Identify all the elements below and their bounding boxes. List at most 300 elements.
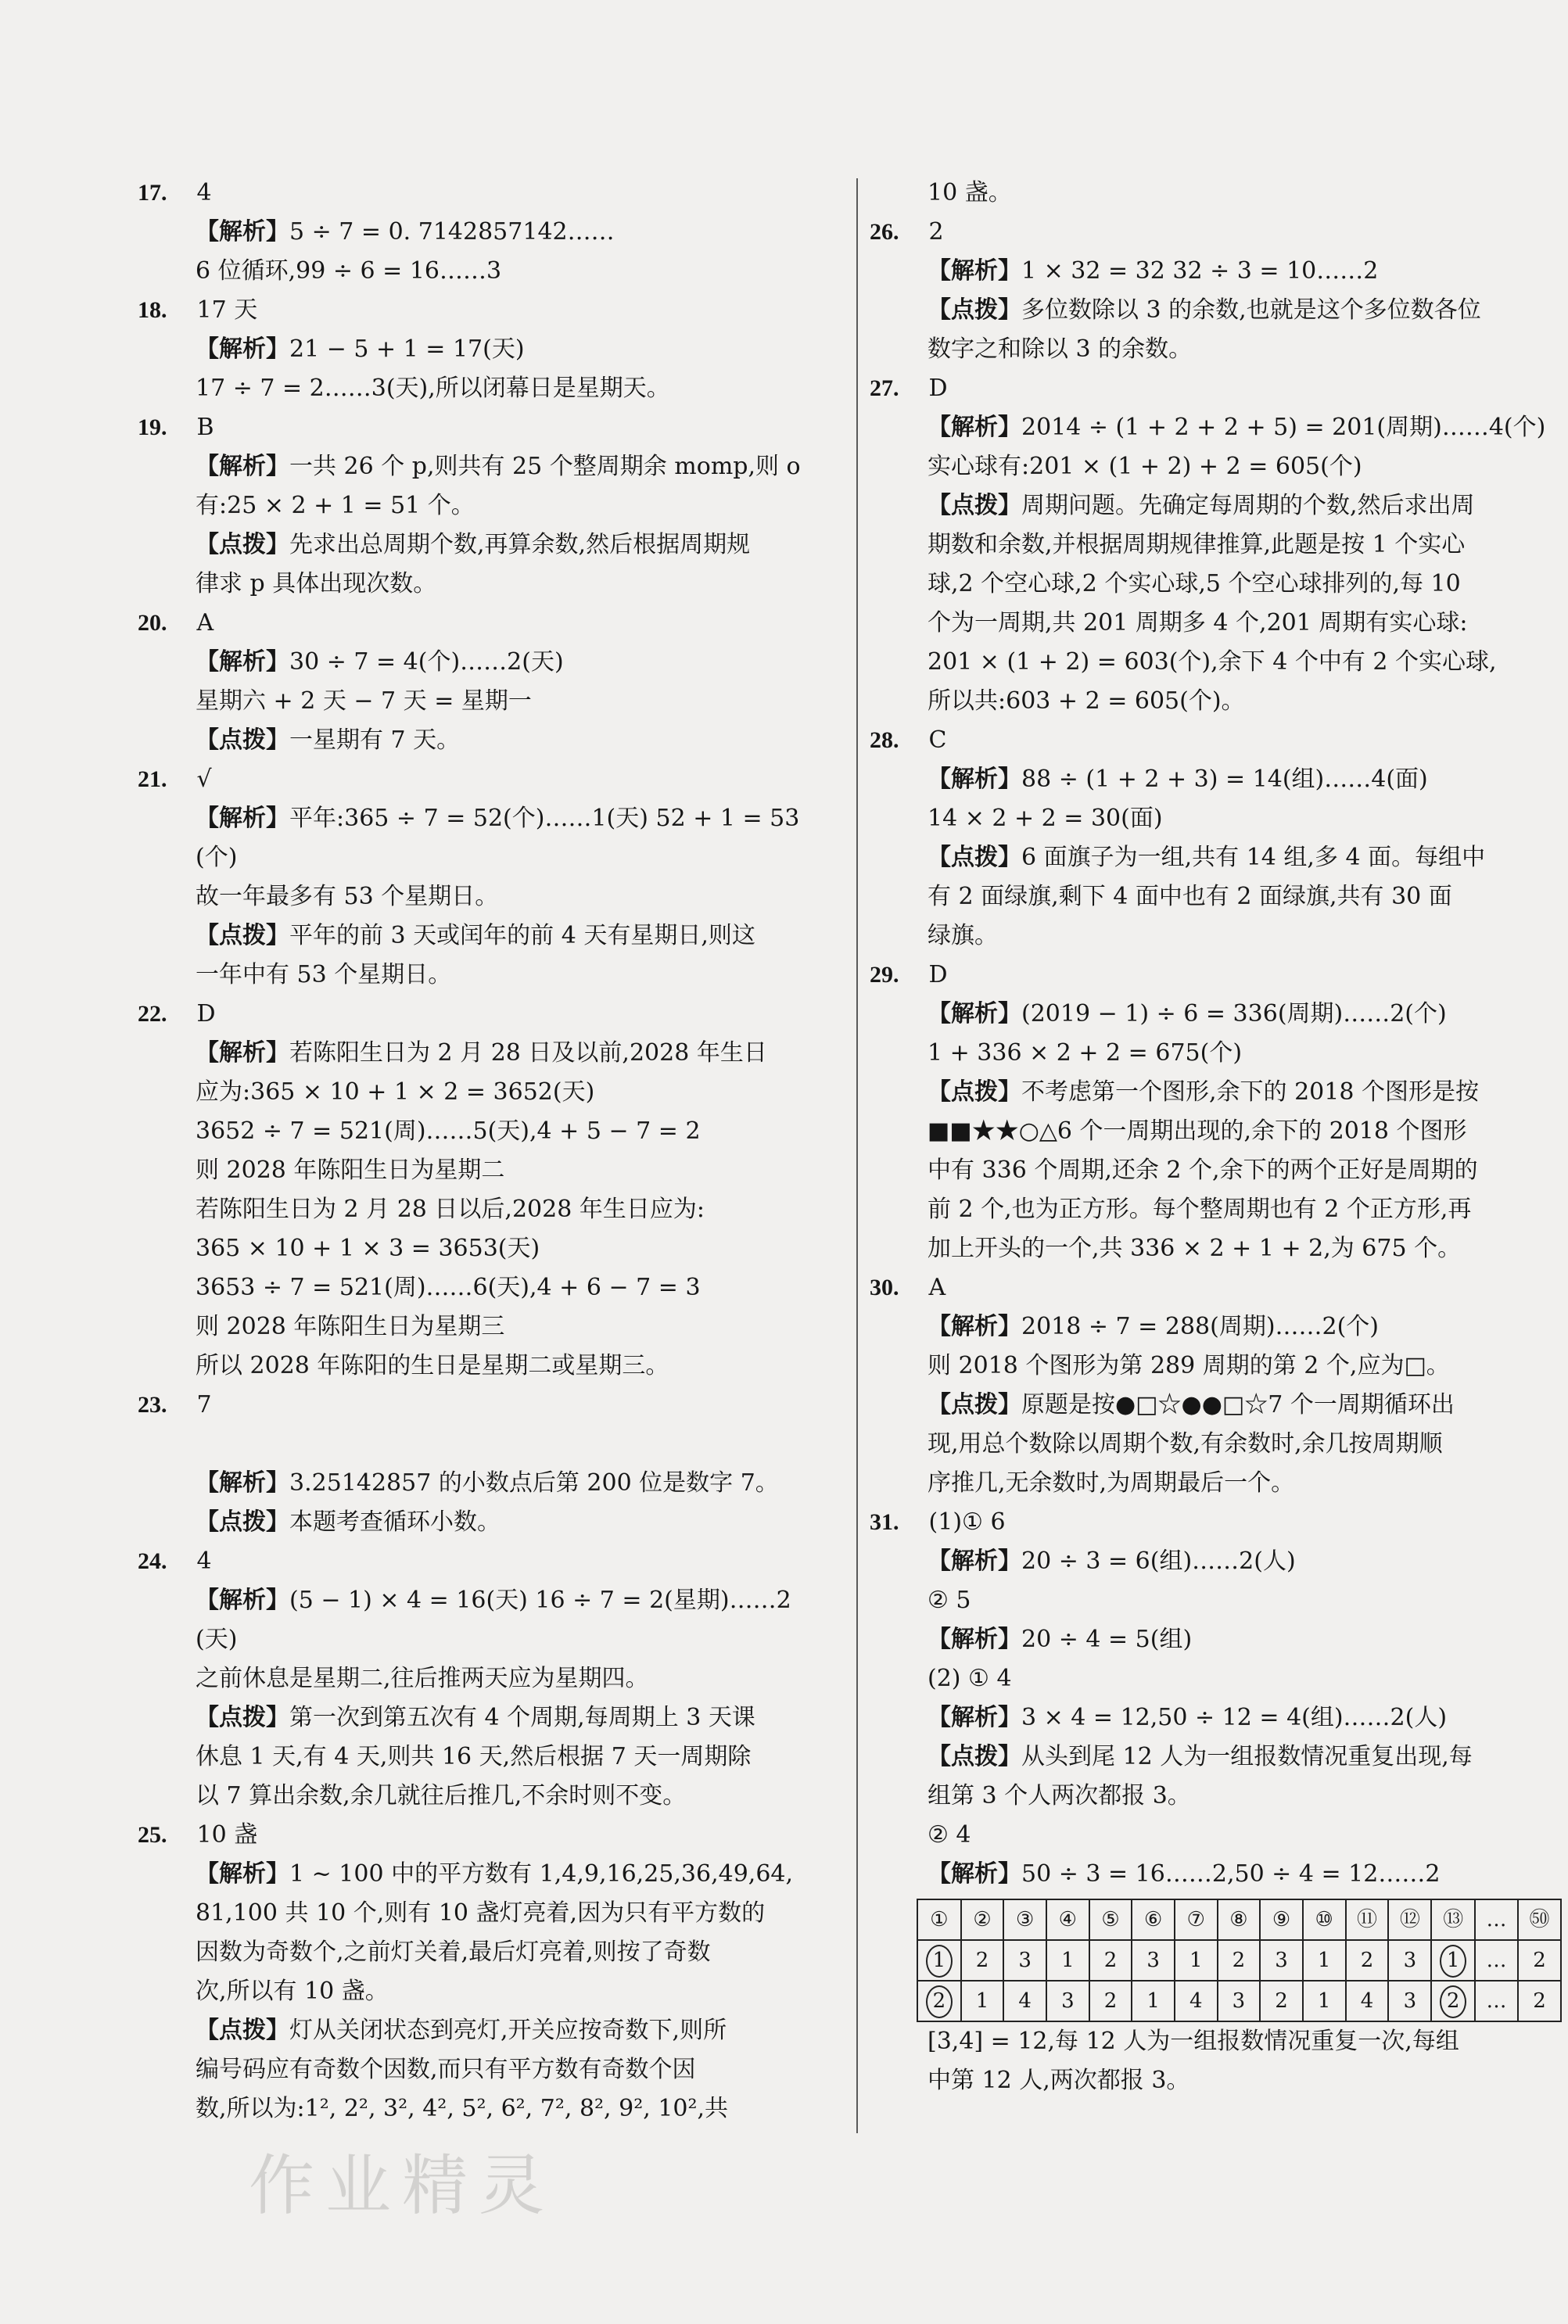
answer-text: ■■★★○△6 个一周期出现的,余下的 2018 个图形 (928, 1117, 1467, 1145)
answer-text: 所以 2028 年陈阳的生日是星期二或星期三。 (196, 1352, 669, 1379)
answer-line (138, 2050, 841, 2089)
answer-text: 一年中有 53 个星期日。 (196, 961, 452, 988)
answer-line (138, 525, 841, 565)
answer-line (138, 1972, 841, 2011)
answer-text: A (921, 1274, 946, 1301)
question-number-line (138, 1816, 841, 1855)
answer-line (870, 799, 1562, 838)
answer-line (138, 213, 841, 252)
question-number-line (870, 213, 1562, 252)
left-column (138, 174, 841, 2129)
question-number: 31. (870, 1509, 899, 1535)
question-number: 20. (138, 610, 167, 636)
section-tag: 【解析】 (196, 648, 289, 676)
answer-line (138, 1034, 841, 1073)
answer-text: 10 盏 (189, 1821, 258, 1849)
cell-value: 4 (1360, 1989, 1374, 2013)
answer-text: 第一次到第五次有 4 个周期,每周期上 3 天课 (289, 1704, 755, 1731)
section-tag: 【点拨】 (928, 844, 1021, 871)
answer-text: 若陈阳生日为 2 月 28 日以后,2028 年生日应为: (196, 1196, 705, 1223)
section-tag: 【解析】 (928, 1313, 1021, 1340)
answer-text: B (189, 414, 214, 441)
section-tag: 【解析】 (928, 1000, 1021, 1028)
table-cell (1089, 1940, 1132, 1981)
section-tag: 【点拨】 (196, 531, 289, 558)
cell-value: ② (973, 1908, 992, 1931)
answer-line (870, 1347, 1562, 1386)
answer-text: 88 ÷ (1 + 2 + 3) = 14(组)……4(面) (1021, 766, 1428, 793)
answer-line (870, 1425, 1562, 1464)
answer-line (870, 1073, 1562, 1112)
answer-text: 有 2 面绿旗,剩下 4 面中也有 2 面绿旗,共有 30 面 (928, 883, 1452, 910)
section-tag: 【解析】 (196, 1469, 289, 1497)
section-tag: 【点拨】 (196, 1508, 289, 1536)
table-cell (1303, 1899, 1346, 1940)
question-number: 30. (870, 1275, 899, 1300)
table-cell (1260, 1940, 1303, 1981)
answer-line (870, 1229, 1562, 1268)
cell-value: 1 (1440, 1945, 1466, 1978)
answer-text: 14 × 2 + 2 = 30(面) (928, 805, 1163, 832)
answer-text: 1 × 32 = 32 32 ÷ 3 = 10……2 (1021, 257, 1379, 285)
answer-text: 17 天 (189, 296, 258, 324)
table-cell (1218, 1940, 1261, 1981)
answer-line (138, 1620, 841, 1659)
answer-line (870, 1620, 1562, 1659)
section-tag: 【点拨】 (928, 296, 1021, 324)
cell-value: 2 (1533, 1949, 1546, 1972)
answer-text: 中有 336 个周期,还余 2 个,余下的两个正好是周期的 (928, 1157, 1478, 1184)
cell-value: ① (930, 1908, 949, 1931)
answer-line (870, 1464, 1562, 1503)
answer-line (138, 1229, 841, 1268)
table-cell (917, 1899, 961, 1940)
answer-line (138, 1347, 841, 1386)
answer-line (870, 1112, 1562, 1151)
table-cell (917, 1981, 961, 2021)
cell-value: 2 (1232, 1949, 1246, 1972)
table-row (917, 1981, 1561, 2021)
answer-text: 实心球有:201 × (1 + 2) + 2 = 605(个) (928, 453, 1362, 480)
cell-value: 3 (1403, 1949, 1417, 1972)
section-tag: 【解析】 (928, 1860, 1021, 1888)
question-number: 17. (138, 180, 167, 206)
answer-line (870, 1816, 1562, 1855)
answer-text: (个) (196, 844, 238, 871)
answer-text: 17 ÷ 7 = 2……3(天),所以闭幕日是星期天。 (196, 375, 670, 402)
answer-line (138, 565, 841, 604)
answer-line (870, 2022, 1562, 2061)
answer-line (138, 721, 841, 760)
table-cell (1132, 1899, 1175, 1940)
question-number: 28. (870, 727, 899, 753)
table-cell (1431, 1899, 1475, 1940)
answer-line (138, 1581, 841, 1620)
answer-line (870, 525, 1562, 565)
answer-line (138, 1073, 841, 1112)
answer-text: 次,所以有 10 盏。 (196, 1978, 389, 2005)
answer-text: 3.25142857 的小数点后第 200 位是数字 7。 (289, 1469, 779, 1497)
answer-line (870, 565, 1562, 604)
answer-text: (天) (196, 1626, 238, 1653)
cell-value: 1 (1317, 1949, 1331, 1972)
cell-value: ⑤ (1101, 1908, 1120, 1931)
answer-line (138, 1503, 841, 1542)
answer-text: 7 (189, 1391, 212, 1418)
answer-text: 50 ÷ 3 = 16……2,50 ÷ 4 = 12……2 (1021, 1860, 1441, 1888)
answer-text: 365 × 10 + 1 × 3 = 3653(天) (196, 1235, 540, 1262)
answer-text: 81,100 共 10 个,则有 10 盏灯亮着,因为只有平方数的 (196, 1899, 766, 1927)
answer-line (870, 174, 1562, 213)
answer-text: 原题是按●□☆●●□☆7 个一周期循环出 (1021, 1391, 1455, 1418)
question-number-line (138, 408, 841, 447)
answer-text: 加上开头的一个,共 336 × 2 + 1 + 2,为 675 个。 (928, 1235, 1462, 1262)
cell-value: 3 (1232, 1989, 1246, 2013)
section-tag: 【解析】 (928, 1548, 1021, 1575)
answer-line (138, 1268, 841, 1307)
table-cell (1046, 1899, 1089, 1940)
answer-text: 一共 26 个 p,则共有 25 个整周期余 momp,则 o (289, 453, 801, 480)
section-tag: 【解析】 (928, 1704, 1021, 1731)
answer-line (870, 838, 1562, 877)
answer-line (138, 1738, 841, 1777)
question-number: 22. (138, 1001, 167, 1027)
cell-value: … (1486, 1989, 1507, 2013)
answer-text: 休息 1 天,有 4 天,则共 16 天,然后根据 7 天一周期除 (196, 1743, 752, 1770)
answer-line (870, 760, 1562, 799)
table-cell (1175, 1981, 1218, 2021)
answer-text: 数,所以为:1², 2², 3², 4², 5², 6², 7², 8², 9², 10²,共 (196, 2095, 729, 2122)
answer-text: 从头到尾 12 人为一组报数情况重复出现,每 (1021, 1743, 1473, 1770)
answer-text: 3 × 4 = 12,50 ÷ 12 = 4(组)……2(人) (1021, 1704, 1448, 1731)
table-cell (1346, 1899, 1389, 1940)
cell-value: 4 (1018, 1989, 1032, 2013)
answer-text: 序推几,无余数时,为周期最后一个。 (928, 1469, 1295, 1497)
table-row (917, 1940, 1561, 1981)
section-tag: 【解析】 (196, 1860, 289, 1888)
answer-text: 先求出总周期个数,再算余数,然后根据周期规 (289, 531, 751, 558)
answer-line (870, 604, 1562, 643)
section-tag: 【解析】 (196, 805, 289, 832)
section-tag: 【点拨】 (928, 1743, 1021, 1770)
table-cell (1132, 1940, 1175, 1981)
section-tag: 【解析】 (928, 1626, 1021, 1653)
cell-value: 2 (1360, 1949, 1374, 1972)
section-tag: 【点拨】 (196, 726, 289, 754)
question-number-line (138, 760, 841, 799)
cell-value: 3 (1018, 1949, 1032, 1972)
answer-text: 21 − 5 + 1 = 17(天) (289, 335, 525, 363)
answer-text: 2018 ÷ 7 = 288(周期)……2(个) (1021, 1313, 1380, 1340)
column-divider (856, 178, 858, 2133)
answer-text: 6 位循环,99 ÷ 6 = 16……3 (196, 257, 502, 285)
question-number-line (138, 604, 841, 643)
answer-text: 一星期有 7 天。 (289, 726, 461, 754)
answer-line (870, 1034, 1562, 1073)
cell-value: 4 (1189, 1989, 1203, 2013)
table-cell (1003, 1899, 1046, 1940)
answer-text: 应为:365 × 10 + 1 × 2 = 3652(天) (196, 1078, 595, 1106)
answer-text: 则 2028 年陈阳生日为星期二 (196, 1157, 505, 1184)
section-tag: 【解析】 (928, 414, 1021, 441)
cell-value: 1 (1061, 1949, 1075, 1972)
answer-text: 20 ÷ 4 = 5(组) (1021, 1626, 1193, 1653)
answer-line (870, 1542, 1562, 1581)
table-cell (1475, 1899, 1518, 1940)
question-number-line (870, 1268, 1562, 1307)
answer-text: 则 2018 个图形为第 289 周期的第 2 个,应为□。 (928, 1352, 1450, 1379)
answer-text: 20 ÷ 3 = 6(组)……2(人) (1021, 1548, 1296, 1575)
answer-text: 30 ÷ 7 = 4(个)……2(天) (289, 648, 564, 676)
answer-text: 平年的前 3 天或闰年的前 4 天有星期日,则这 (289, 922, 755, 949)
answer-text: 编号码应有奇数个因数,而只有平方数有奇数个因 (196, 2056, 696, 2083)
watermark: 作业精灵 (249, 2147, 556, 2224)
answer-text: (2) ① 4 (928, 1665, 1012, 1692)
question-number: 29. (870, 962, 899, 988)
table-cell (1003, 1981, 1046, 2021)
table-cell (1346, 1940, 1389, 1981)
cell-value: ⑨ (1272, 1908, 1291, 1931)
answer-text: √ (189, 766, 212, 793)
answer-text: 因数为奇数个,之前灯关着,最后灯亮着,则按了奇数 (196, 1938, 711, 1966)
question-number-line (870, 1503, 1562, 1542)
cell-value: 3 (1146, 1949, 1160, 1972)
cell-value: ⑦ (1186, 1908, 1205, 1931)
answer-line (138, 1894, 841, 1933)
cell-value: 2 (926, 1985, 953, 2018)
answer-line (138, 838, 841, 877)
table-cell (1260, 1899, 1303, 1940)
answer-line (138, 1151, 841, 1190)
table-cell (1475, 1940, 1518, 1981)
answer-text: 1 ~ 100 中的平方数有 1,4,9,16,25,36,49,64, (289, 1860, 794, 1888)
answer-text: 个为一周期,共 201 周期多 4 个,201 周期有实心球: (928, 609, 1468, 637)
cell-value: … (1486, 1949, 1507, 1972)
answer-text: 2014 ÷ (1 + 2 + 2 + 5) = 201(周期)……4(个) (1021, 414, 1546, 441)
answer-line (870, 1855, 1562, 1894)
table-cell (917, 1940, 961, 1981)
cell-value: 1 (1189, 1949, 1203, 1972)
table-cell (1218, 1981, 1261, 2021)
table-cell (1518, 1899, 1561, 1940)
section-tag: 【解析】 (196, 453, 289, 480)
section-tag: 【解析】 (196, 1587, 289, 1614)
answer-text: 不考虑第一个图形,余下的 2018 个图形是按 (1021, 1078, 1479, 1106)
question-number-line (138, 1386, 841, 1425)
answer-line (138, 643, 841, 682)
answer-line (870, 252, 1562, 291)
question-number-line (138, 1542, 841, 1581)
question-number: 23. (138, 1392, 167, 1418)
answer-text: 4 (189, 1548, 212, 1575)
answer-line (870, 877, 1562, 916)
cell-value: 3 (1403, 1989, 1417, 2013)
cell-value: 2 (975, 1949, 989, 1972)
answer-line (138, 1190, 841, 1229)
table-cell (1046, 1981, 1089, 2021)
answer-text: A (189, 609, 214, 637)
answer-line (870, 682, 1562, 721)
answer-text: 之前休息是星期二,往后推两天应为星期四。 (196, 1665, 649, 1692)
table-cell (1431, 1981, 1475, 2021)
answer-line (138, 1933, 841, 1972)
table-cell (961, 1981, 1004, 2021)
answer-line (870, 1190, 1562, 1229)
answer-text: 现,用总个数除以周期个数,有余数时,余几按周期顺 (928, 1430, 1443, 1458)
section-tag: 【点拨】 (196, 922, 289, 949)
question-number-line (870, 721, 1562, 760)
answer-text: (2019 − 1) ÷ 6 = 336(周期)……2(个) (1021, 1000, 1447, 1028)
answer-text: 本题考查循环小数。 (289, 1508, 501, 1536)
answer-text: 平年:365 ÷ 7 = 52(个)……1(天) 52 + 1 = 53 (289, 805, 800, 832)
answer-line (870, 1659, 1562, 1698)
answer-text: (1)① 6 (921, 1508, 1006, 1536)
answer-text: 以 7 算出余数,余几就往后推几,不余时则不变。 (196, 1782, 687, 1809)
answer-line (870, 995, 1562, 1034)
answer-text: 1 + 336 × 2 + 2 = 675(个) (928, 1039, 1243, 1067)
table-cell (1089, 1899, 1132, 1940)
answer-line (138, 799, 841, 838)
answer-text: 前 2 个,也为正方形。每个整周期也有 2 个正方形,再 (928, 1196, 1472, 1223)
cell-value: 2 (1275, 1989, 1288, 2013)
answer-line (870, 1307, 1562, 1347)
table-cell (1431, 1940, 1475, 1981)
question-number: 19. (138, 414, 167, 440)
answer-text: 4 (189, 179, 212, 206)
answer-text: 星期六 + 2 天 − 7 天 = 星期一 (196, 687, 532, 715)
answer-text: D (189, 1000, 216, 1028)
answer-line (870, 1386, 1562, 1425)
cell-value: ⑬ (1443, 1908, 1464, 1931)
answer-text: 2 (921, 218, 944, 246)
answer-line (138, 2089, 841, 2129)
section-tag: 【解析】 (196, 335, 289, 363)
section-tag: 【解析】 (928, 766, 1021, 793)
table-cell (1475, 1981, 1518, 2021)
answer-line (870, 643, 1562, 682)
answer-text: [3,4] = 12,每 12 人为一组报数情况重复一次,每组 (928, 2028, 1459, 2055)
answer-text: 故一年最多有 53 个星期日。 (196, 883, 499, 910)
answer-text: 201 × (1 + 2) = 603(个),余下 4 个中有 2 个实心球, (928, 648, 1497, 676)
answer-line (870, 1777, 1562, 1816)
cell-value: … (1486, 1908, 1507, 1931)
table-cell (1218, 1899, 1261, 1940)
answer-line (870, 408, 1562, 447)
answer-line (138, 1464, 841, 1503)
answer-text: 10 盏。 (928, 179, 1012, 206)
answer-line (138, 1855, 841, 1894)
table-cell (1388, 1940, 1431, 1981)
section-tag: 【点拨】 (928, 1078, 1021, 1106)
table-cell (1089, 1981, 1132, 2021)
question-number-line (138, 995, 841, 1034)
table-cell (1346, 1981, 1389, 2021)
answer-line (138, 916, 841, 956)
cell-value: 2 (1533, 1989, 1546, 2013)
answer-line (870, 1698, 1562, 1738)
table-cell (1175, 1940, 1218, 1981)
cell-value: 2 (1440, 1985, 1466, 2018)
table-cell (1175, 1899, 1218, 1940)
answer-text: 灯从关闭状态到亮灯,开关应按奇数下,则所 (289, 2017, 727, 2044)
cell-value: 1 (926, 1945, 953, 1978)
section-tag: 【解析】 (196, 1039, 289, 1067)
answer-line (138, 369, 841, 408)
cell-value: 2 (1103, 1989, 1118, 2013)
right-column (870, 174, 1562, 2100)
answer-text: 3652 ÷ 7 = 521(周)……5(天),4 + 5 − 7 = 2 (196, 1117, 701, 1145)
question-number-line (870, 956, 1562, 995)
answer-text: 绿旗。 (928, 922, 998, 949)
answer-line (138, 330, 841, 369)
answer-line (138, 447, 841, 486)
answer-text: ② 5 (928, 1587, 971, 1614)
answer-text: 中第 12 人,两次都报 3。 (928, 2067, 1190, 2094)
table-cell (1518, 1981, 1561, 2021)
cell-value: 2 (1103, 1949, 1118, 1972)
answer-text: 球,2 个空心球,2 个实心球,5 个空心球排列的,每 10 (928, 570, 1461, 597)
answer-text: 若陈阳生日为 2 月 28 日及以前,2028 年生日 (289, 1039, 767, 1067)
answer-text: 周期问题。先确定每周期的个数,然后求出周 (1021, 492, 1475, 519)
answer-line (138, 1425, 841, 1464)
answer-line (870, 1581, 1562, 1620)
cell-value: ④ (1058, 1908, 1077, 1931)
question-number-line (870, 369, 1562, 408)
cell-value: 1 (1317, 1989, 1331, 2013)
answer-text: 5 ÷ 7 = 0. 7142857142…… (289, 218, 615, 246)
cell-value: 1 (1146, 1989, 1160, 2013)
question-number: 18. (138, 297, 167, 323)
answer-line (870, 916, 1562, 956)
question-number-line (138, 291, 841, 330)
table-cell (1260, 1981, 1303, 2021)
table-cell (1388, 1981, 1431, 2021)
question-number: 26. (870, 219, 899, 245)
cell-value: ⑫ (1399, 1908, 1420, 1931)
counting-table (917, 1899, 1562, 2022)
question-number-line (138, 174, 841, 213)
question-number: 25. (138, 1822, 167, 1848)
answer-line (138, 956, 841, 995)
table-cell (1046, 1940, 1089, 1981)
cell-value: ⑪ (1356, 1908, 1377, 1931)
answer-line (870, 486, 1562, 525)
cell-value: ⑩ (1315, 1908, 1333, 1931)
answer-text: C (921, 726, 947, 754)
answer-text: (5 − 1) × 4 = 16(天) 16 ÷ 7 = 2(星期)……2 (289, 1587, 791, 1614)
cell-value: ⑥ (1143, 1908, 1163, 1931)
answer-line (138, 877, 841, 916)
table-header-row (917, 1899, 1561, 1940)
answer-text: 则 2028 年陈阳生日为星期三 (196, 1313, 505, 1340)
answer-text: 所以共:603 + 2 = 605(个)。 (928, 687, 1245, 715)
answer-line (138, 1698, 841, 1738)
question-number: 27. (870, 375, 899, 401)
answer-text: 3653 ÷ 7 = 521(周)……6(天),4 + 6 − 7 = 3 (196, 1274, 701, 1301)
cell-value: 3 (1061, 1989, 1075, 2013)
table-cell (961, 1940, 1004, 1981)
answer-line (138, 682, 841, 721)
table-cell (1303, 1940, 1346, 1981)
answer-line (870, 447, 1562, 486)
answer-line (138, 2011, 841, 2050)
answer-line (138, 1659, 841, 1698)
question-number: 21. (138, 766, 167, 792)
answer-line (138, 1307, 841, 1347)
cell-value: 1 (975, 1989, 989, 2013)
answer-text: D (921, 375, 948, 402)
answer-line (870, 2061, 1562, 2100)
